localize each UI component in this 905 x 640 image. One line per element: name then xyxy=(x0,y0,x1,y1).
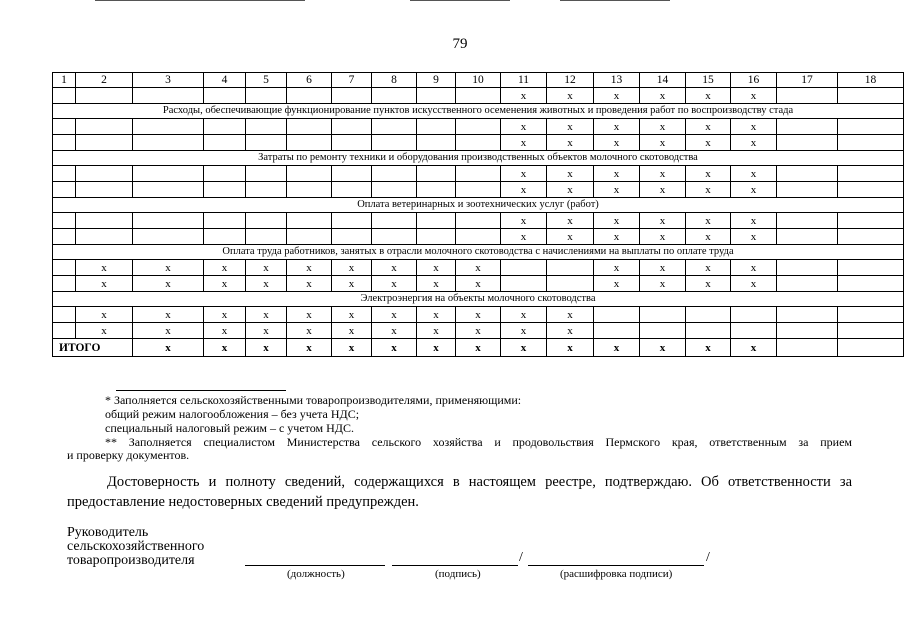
column-number: 15 xyxy=(686,73,731,88)
table-row xyxy=(53,260,904,276)
column-number: 2 xyxy=(76,73,133,88)
decoding-line xyxy=(528,565,704,566)
table-cell xyxy=(417,119,456,135)
table-cell: х xyxy=(731,166,777,182)
section-row xyxy=(53,151,904,166)
column-number: 18 xyxy=(838,73,904,88)
table-cell: х xyxy=(640,260,686,276)
table-cell: х xyxy=(547,135,594,151)
table-cell: х xyxy=(76,307,133,323)
table-cell xyxy=(372,88,417,104)
table-cell xyxy=(686,323,731,339)
table-cell: х xyxy=(731,182,777,198)
table-cell xyxy=(204,182,246,198)
total-row xyxy=(53,339,904,357)
table-cell: х xyxy=(686,339,731,357)
table-cell xyxy=(133,213,204,229)
table-cell: х xyxy=(287,260,332,276)
column-number: 4 xyxy=(204,73,246,88)
table-cell xyxy=(456,166,501,182)
table-cell xyxy=(838,182,904,198)
column-number: 3 xyxy=(133,73,204,88)
table-cell: х xyxy=(456,260,501,276)
table-cell: х xyxy=(686,166,731,182)
table-cell xyxy=(777,229,838,245)
table-cell: х xyxy=(501,307,547,323)
signatory-label xyxy=(67,526,204,568)
section-title: Электроэнергия на объекты молочного скотоводства xyxy=(53,292,904,307)
table-cell xyxy=(76,229,133,245)
table-cell: х xyxy=(287,323,332,339)
table-cell xyxy=(53,323,76,339)
table-row xyxy=(53,119,904,135)
table-row xyxy=(53,276,904,292)
table-cell: х xyxy=(287,276,332,292)
table-cell xyxy=(777,166,838,182)
table-row xyxy=(53,135,904,151)
table-cell xyxy=(838,166,904,182)
table-cell: х xyxy=(501,119,547,135)
section-title: Оплата труда работников, занятых в отрасли молочного скотоводства с начислениями на выплаты по оплате труда xyxy=(53,245,904,260)
table-cell: х xyxy=(417,276,456,292)
table-cell xyxy=(777,88,838,104)
table-cell: х xyxy=(640,119,686,135)
table-cell: х xyxy=(133,276,204,292)
table-cell xyxy=(372,119,417,135)
table-cell: х xyxy=(640,339,686,357)
table-cell: х xyxy=(731,260,777,276)
table-cell xyxy=(53,307,76,323)
table-cell xyxy=(204,166,246,182)
table-cell: х xyxy=(594,88,640,104)
table-cell xyxy=(204,119,246,135)
table-cell xyxy=(838,276,904,292)
table-cell xyxy=(456,229,501,245)
section-row xyxy=(53,292,904,307)
footnote-2: ** Заполняется специалистом Министерства сельского хозяйства и продовольствия Пермского края, ответственным за прием xyxy=(105,435,852,449)
table-cell: х xyxy=(640,229,686,245)
position-line xyxy=(245,565,385,566)
column-number: 11 xyxy=(501,73,547,88)
table-cell: х xyxy=(76,276,133,292)
table-cell xyxy=(204,213,246,229)
table-cell xyxy=(456,182,501,198)
column-number: 12 xyxy=(547,73,594,88)
table-cell: х xyxy=(287,307,332,323)
table-cell: х xyxy=(547,166,594,182)
table-cell xyxy=(204,229,246,245)
table-cell xyxy=(53,135,76,151)
column-number: 10 xyxy=(456,73,501,88)
table-cell: х xyxy=(456,307,501,323)
table-cell xyxy=(133,119,204,135)
signature-line xyxy=(392,565,518,566)
table-cell: х xyxy=(204,339,246,357)
section-row xyxy=(53,104,904,119)
table-cell xyxy=(838,119,904,135)
table-cell: х xyxy=(640,182,686,198)
table-cell xyxy=(133,88,204,104)
table-cell xyxy=(417,135,456,151)
table-cell xyxy=(838,339,904,357)
table-cell xyxy=(287,213,332,229)
table-cell xyxy=(76,88,133,104)
table-cell xyxy=(332,229,372,245)
table-row xyxy=(53,88,904,104)
table-cell: х xyxy=(332,307,372,323)
table-cell xyxy=(287,166,332,182)
column-number: 6 xyxy=(287,73,332,88)
table-cell: х xyxy=(547,88,594,104)
table-cell: х xyxy=(501,323,547,339)
table-cell xyxy=(501,260,547,276)
column-number: 9 xyxy=(417,73,456,88)
table-cell: х xyxy=(731,135,777,151)
table-cell: х xyxy=(501,229,547,245)
table-cell xyxy=(287,135,332,151)
table-cell xyxy=(547,276,594,292)
table-cell xyxy=(456,135,501,151)
column-number: 8 xyxy=(372,73,417,88)
table-cell xyxy=(76,135,133,151)
table-cell xyxy=(640,323,686,339)
column-number: 17 xyxy=(777,73,838,88)
section-row xyxy=(53,245,904,260)
table-cell xyxy=(417,229,456,245)
page-number: 79 xyxy=(452,36,468,52)
table-cell: х xyxy=(332,260,372,276)
table-cell xyxy=(417,166,456,182)
table-cell: х xyxy=(731,276,777,292)
table-cell xyxy=(246,135,287,151)
table-cell xyxy=(417,182,456,198)
table-cell xyxy=(53,276,76,292)
signatory-label-line-3: товаропроизводителя xyxy=(67,553,195,568)
caption-position: (должность) xyxy=(287,568,345,580)
table-cell: х xyxy=(204,307,246,323)
table-cell: х xyxy=(547,119,594,135)
column-number: 14 xyxy=(640,73,686,88)
table-cell xyxy=(246,119,287,135)
registry-table xyxy=(52,72,904,357)
table-cell xyxy=(53,260,76,276)
table-cell xyxy=(287,119,332,135)
table-cell: х xyxy=(594,260,640,276)
table-cell: х xyxy=(456,276,501,292)
table-cell xyxy=(53,119,76,135)
table-cell xyxy=(594,307,640,323)
table-cell: х xyxy=(731,88,777,104)
certification-text: Достоверность и полноту сведений, содержащихся в настоящем реестре, подтверждаю. Об ответственности за предоставление недостоверных сведений предупрежден. xyxy=(67,474,852,510)
table-cell xyxy=(246,229,287,245)
table-cell: х xyxy=(686,135,731,151)
table-cell: х xyxy=(417,323,456,339)
table-cell xyxy=(731,323,777,339)
table-cell: х xyxy=(372,323,417,339)
table-cell: х xyxy=(686,88,731,104)
column-number: 7 xyxy=(332,73,372,88)
table-cell: х xyxy=(731,213,777,229)
slash-left: / xyxy=(519,550,523,565)
slash-right: / xyxy=(706,550,710,565)
footnote-general-regime: общий режим налогообложения – без учета НДС; xyxy=(105,407,360,421)
table-cell xyxy=(838,307,904,323)
table-cell: х xyxy=(417,260,456,276)
table-cell: х xyxy=(133,307,204,323)
table-cell: х xyxy=(686,182,731,198)
table-cell: х xyxy=(547,339,594,357)
table-cell xyxy=(332,182,372,198)
table-cell xyxy=(777,339,838,357)
table-cell xyxy=(838,323,904,339)
table-cell xyxy=(777,213,838,229)
table-cell xyxy=(53,88,76,104)
table-cell: х xyxy=(731,119,777,135)
table-cell xyxy=(456,119,501,135)
table-cell: х xyxy=(640,166,686,182)
table-cell xyxy=(53,229,76,245)
certification-statement xyxy=(67,472,852,512)
table-cell xyxy=(777,182,838,198)
table-cell xyxy=(53,166,76,182)
table-cell xyxy=(417,213,456,229)
total-label: ИТОГО xyxy=(53,339,133,357)
table-cell: х xyxy=(640,135,686,151)
table-cell: х xyxy=(594,339,640,357)
table-row xyxy=(53,166,904,182)
table-cell xyxy=(777,276,838,292)
table-cell: х xyxy=(547,182,594,198)
table-cell: х xyxy=(594,119,640,135)
table-cell xyxy=(372,229,417,245)
table-cell: х xyxy=(417,307,456,323)
table-cell: х xyxy=(204,260,246,276)
table-cell: х xyxy=(204,323,246,339)
column-number: 1 xyxy=(53,73,76,88)
table-cell: х xyxy=(547,213,594,229)
table-cell xyxy=(332,119,372,135)
table-cell xyxy=(456,88,501,104)
table-cell xyxy=(246,213,287,229)
table-cell: х xyxy=(501,88,547,104)
table-cell: х xyxy=(133,260,204,276)
table-cell xyxy=(838,260,904,276)
table-cell xyxy=(332,213,372,229)
caption-signature: (подпись) xyxy=(435,568,481,580)
table-cell xyxy=(372,135,417,151)
table-cell xyxy=(372,166,417,182)
table-cell xyxy=(133,135,204,151)
table-cell: х xyxy=(731,229,777,245)
table-cell: х xyxy=(417,339,456,357)
table-cell xyxy=(76,213,133,229)
table-cell xyxy=(76,119,133,135)
table-cell xyxy=(838,229,904,245)
table-cell xyxy=(777,119,838,135)
table-cell: х xyxy=(76,323,133,339)
table-cell xyxy=(838,213,904,229)
section-title: Расходы, обеспечивающие функционирование пунктов искусственного осеменения животных и проведения работ по воспроизводству стада xyxy=(53,104,904,119)
table-cell: х xyxy=(501,135,547,151)
table-cell: х xyxy=(133,339,204,357)
table-cell: х xyxy=(456,323,501,339)
table-cell xyxy=(133,182,204,198)
table-cell xyxy=(53,213,76,229)
table-cell: х xyxy=(547,323,594,339)
footnote-special-regime: специальный налоговый режим – с учетом НДС. xyxy=(105,421,354,435)
table-cell xyxy=(204,88,246,104)
table-cell xyxy=(777,323,838,339)
table-cell xyxy=(501,276,547,292)
column-number: 13 xyxy=(594,73,640,88)
table-cell xyxy=(731,307,777,323)
table-cell xyxy=(133,166,204,182)
table-cell xyxy=(456,213,501,229)
table-cell: х xyxy=(594,229,640,245)
section-title: Оплата ветеринарных и зоотехнических услуг (работ) xyxy=(53,198,904,213)
table-cell: х xyxy=(640,276,686,292)
table-cell: х xyxy=(372,260,417,276)
table-cell xyxy=(246,166,287,182)
table-cell xyxy=(640,307,686,323)
table-cell: х xyxy=(640,213,686,229)
table-cell: х xyxy=(332,276,372,292)
table-cell xyxy=(76,182,133,198)
table-cell: х xyxy=(686,119,731,135)
table-cell xyxy=(332,166,372,182)
table-cell: х xyxy=(640,88,686,104)
table-cell: х xyxy=(246,276,287,292)
table-cell: х xyxy=(547,229,594,245)
section-row xyxy=(53,198,904,213)
table-cell: х xyxy=(594,276,640,292)
table-cell: х xyxy=(594,166,640,182)
table-cell xyxy=(287,88,332,104)
table-cell: х xyxy=(594,182,640,198)
table-row xyxy=(53,182,904,198)
table-cell xyxy=(372,213,417,229)
footnote-1: * Заполняется сельскохозяйственными товаропроизводителями, применяющими: xyxy=(105,393,522,407)
table-cell: х xyxy=(547,307,594,323)
table-cell: х xyxy=(594,135,640,151)
table-cell: х xyxy=(731,339,777,357)
table-cell xyxy=(246,88,287,104)
column-number: 5 xyxy=(246,73,287,88)
table-cell xyxy=(246,182,287,198)
table-cell: х xyxy=(456,339,501,357)
table-cell: х xyxy=(76,260,133,276)
table-cell: х xyxy=(332,339,372,357)
signatory-label-line-1: Руководитель xyxy=(67,525,149,540)
scan-top-edge xyxy=(0,0,905,2)
table-cell: х xyxy=(686,229,731,245)
table-cell xyxy=(287,229,332,245)
table-row xyxy=(53,213,904,229)
table-cell: х xyxy=(501,166,547,182)
table-cell xyxy=(686,307,731,323)
table-cell: х xyxy=(686,276,731,292)
table-cell: х xyxy=(501,213,547,229)
table-cell xyxy=(287,182,332,198)
table-cell: х xyxy=(204,276,246,292)
section-title: Затраты по ремонту техники и оборудования производственных объектов молочного скотоводства xyxy=(53,151,904,166)
caption-decoding: (расшифровка подписи) xyxy=(560,568,673,580)
table-cell xyxy=(547,260,594,276)
table-row xyxy=(53,229,904,245)
table-cell: х xyxy=(246,260,287,276)
table-cell xyxy=(372,182,417,198)
table-row xyxy=(53,323,904,339)
table-row xyxy=(53,307,904,323)
table-cell: х xyxy=(372,276,417,292)
table-cell: х xyxy=(287,339,332,357)
footnote-2-continued: и проверку документов. xyxy=(67,448,190,462)
table-cell xyxy=(838,135,904,151)
table-cell: х xyxy=(246,339,287,357)
column-number-row xyxy=(53,73,904,88)
table-cell: х xyxy=(501,339,547,357)
table-cell xyxy=(76,166,133,182)
table-cell xyxy=(777,260,838,276)
signatory-label-line-2: сельскохозяйственного xyxy=(67,539,205,554)
table-cell: х xyxy=(501,182,547,198)
table-cell: х xyxy=(133,323,204,339)
table-cell: х xyxy=(686,260,731,276)
table-cell xyxy=(204,135,246,151)
table-cell: х xyxy=(246,307,287,323)
table-cell xyxy=(777,307,838,323)
table-cell xyxy=(53,182,76,198)
table-cell xyxy=(594,323,640,339)
table-cell xyxy=(777,135,838,151)
table-cell xyxy=(838,88,904,104)
table-cell xyxy=(332,135,372,151)
table-cell: х xyxy=(686,213,731,229)
table-cell xyxy=(417,88,456,104)
column-number: 16 xyxy=(731,73,777,88)
table-cell xyxy=(133,229,204,245)
table-cell: х xyxy=(246,323,287,339)
table-cell: х xyxy=(372,339,417,357)
table-cell: х xyxy=(372,307,417,323)
table-cell: х xyxy=(594,213,640,229)
table-cell xyxy=(332,88,372,104)
footnote-separator xyxy=(116,390,286,391)
table-cell: х xyxy=(332,323,372,339)
